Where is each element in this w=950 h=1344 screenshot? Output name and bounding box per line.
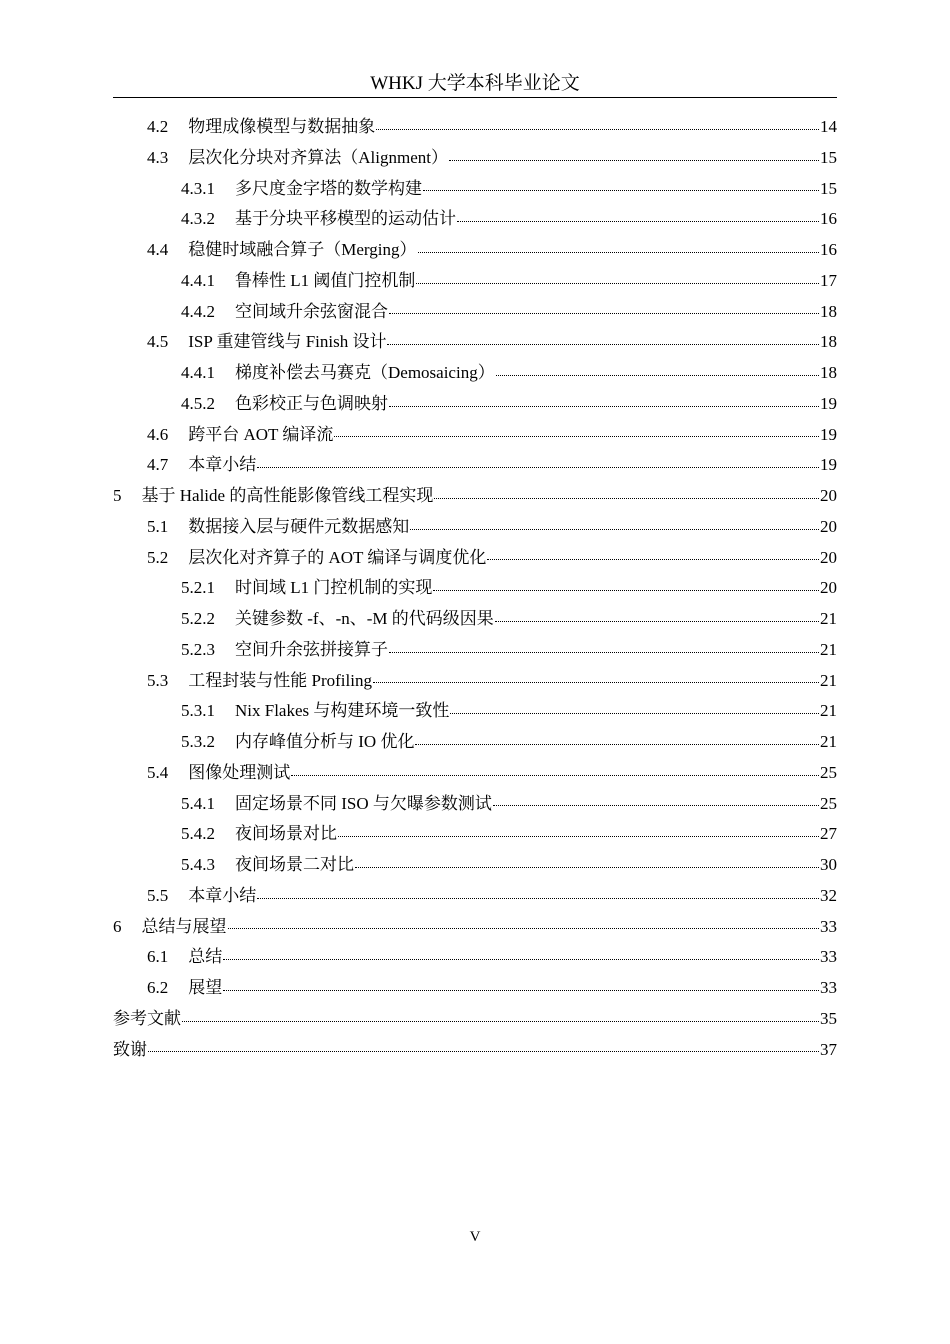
- toc-entry-number: 5.3: [147, 670, 169, 690]
- toc-entry-page: 33: [820, 947, 837, 967]
- toc-entry-page: 33: [820, 916, 837, 936]
- toc-entry-number: 5.2.2: [181, 609, 215, 628]
- toc-entry-page: 18: [820, 363, 837, 382]
- toc-entry[interactable]: [113, 420, 837, 451]
- header-title: WHKJ 大学本科毕业论文: [370, 73, 580, 94]
- toc-entry-page: 16: [820, 209, 837, 229]
- toc-entry-title: 跨平台 AOT 编译流: [188, 424, 334, 444]
- toc-entry-title: 层次化分块对齐算法（Alignment）: [188, 147, 448, 167]
- toc-entry-title: 工程封装与性能 Profiling: [188, 670, 372, 690]
- toc-entry-page: 33: [820, 978, 837, 997]
- toc-entry-page: 21: [820, 701, 837, 721]
- dot-leader: [291, 775, 819, 776]
- toc-entry-number: 6.1: [147, 947, 169, 967]
- toc-entry-title: 稳健时域融合算子（Merging）: [188, 240, 417, 259]
- toc-entry-number: 5.1: [147, 516, 169, 536]
- toc-entry[interactable]: [113, 1035, 837, 1066]
- dot-leader: [416, 283, 819, 284]
- toc-entry-title: 展望: [188, 978, 223, 997]
- dot-leader: [387, 344, 819, 345]
- toc-entry-number: 5.4.2: [181, 824, 215, 844]
- dot-leader: [376, 129, 819, 130]
- dot-leader: [495, 621, 819, 622]
- toc-entry[interactable]: [113, 174, 837, 205]
- dot-leader: [457, 221, 819, 222]
- dot-leader: [415, 744, 819, 745]
- dot-leader: [496, 375, 819, 376]
- toc-entry-page: 16: [820, 240, 837, 259]
- toc-entry-number: 4.5: [147, 332, 169, 352]
- toc-entry-number: 4.5.2: [181, 393, 215, 413]
- toc-entry[interactable]: [113, 389, 837, 420]
- toc-entry-page: 17: [820, 270, 837, 290]
- toc-entry-page: 19: [820, 455, 837, 475]
- toc-entry-number: 4.4.2: [181, 301, 215, 321]
- toc-entry[interactable]: [113, 758, 837, 789]
- toc-entry-title: ISP 重建管线与 Finish 设计: [188, 332, 387, 352]
- toc-entry-number: 4.4: [147, 240, 169, 259]
- toc-entry-page: 35: [820, 1008, 837, 1028]
- page-number: V: [469, 1229, 481, 1245]
- toc-entry-title: 固定场景不同 ISO 与欠曝参数测试: [235, 793, 492, 813]
- dot-leader: [355, 867, 819, 868]
- toc-entry[interactable]: [113, 1004, 837, 1035]
- toc-entry-number: 4.6: [147, 424, 169, 444]
- toc-entry-title: 致谢: [113, 1039, 147, 1059]
- dot-leader: [223, 990, 819, 991]
- toc-entry-number: 5.3.2: [181, 732, 215, 751]
- toc-entry[interactable]: [113, 850, 837, 881]
- toc-entry-title: 夜间场景二对比: [235, 855, 354, 874]
- toc-entry[interactable]: [113, 666, 837, 697]
- toc-entry-number: 4.4.1: [181, 270, 215, 290]
- toc-entry[interactable]: [113, 789, 837, 820]
- toc-entry[interactable]: [113, 881, 837, 912]
- dot-leader: [257, 467, 819, 468]
- toc-entry-title: 总结与展望: [141, 916, 227, 936]
- header-rule: [113, 97, 837, 98]
- toc-entry[interactable]: [113, 481, 837, 512]
- toc-entry-page: 30: [820, 855, 837, 874]
- toc-entry[interactable]: [113, 266, 837, 297]
- toc-entry-number: 5.4: [147, 762, 169, 782]
- toc-entry-title: 数据接入层与硬件元数据感知: [188, 516, 410, 536]
- toc-entry-page: 20: [820, 516, 837, 536]
- dot-leader: [493, 805, 819, 806]
- toc-entry[interactable]: [113, 450, 837, 481]
- dot-leader: [334, 436, 819, 437]
- toc-entry-title: 内存峰值分析与 IO 优化: [235, 732, 415, 751]
- toc-entry-number: 5.3.1: [181, 701, 215, 721]
- toc-entry[interactable]: [113, 512, 837, 543]
- dot-leader: [487, 559, 819, 560]
- toc-entry-page: 21: [820, 639, 837, 659]
- toc-entry-title: 关键参数 -f、-n、-M 的代码级因果: [235, 609, 494, 628]
- toc-entry-page: 25: [820, 793, 837, 813]
- toc-entry[interactable]: [113, 973, 837, 1004]
- toc-entry-number: 4.3.2: [181, 209, 215, 229]
- dot-leader: [450, 713, 819, 714]
- dot-leader: [433, 590, 819, 591]
- dot-leader: [373, 682, 819, 683]
- toc-entry[interactable]: [113, 327, 837, 358]
- dot-leader: [410, 529, 819, 530]
- toc-entry[interactable]: [113, 727, 837, 758]
- dot-leader: [338, 836, 819, 837]
- toc-entry-number: 4.3: [147, 147, 169, 167]
- toc-entry-number: 4.2: [147, 117, 169, 136]
- toc-entry-page: 20: [820, 486, 837, 505]
- toc-entry-number: 5.2: [147, 547, 169, 567]
- dot-leader: [423, 190, 819, 191]
- toc-entry[interactable]: [113, 358, 837, 389]
- toc-entry-number: 5: [113, 486, 122, 505]
- toc-entry-title: 鲁棒性 L1 阈值门控机制: [235, 270, 416, 290]
- toc-entry-title: 色彩校正与色调映射: [235, 393, 388, 413]
- toc-entry-title: 基于 Halide 的高性能影像管线工程实现: [141, 486, 434, 505]
- toc-entry-page: 15: [820, 178, 837, 198]
- toc-entry[interactable]: [113, 942, 837, 973]
- toc-entry[interactable]: [113, 604, 837, 635]
- toc-entry-number: 5.4.1: [181, 793, 215, 813]
- toc-entry[interactable]: [113, 543, 837, 574]
- dot-leader: [182, 1021, 819, 1022]
- dot-leader: [223, 959, 819, 960]
- dot-leader: [228, 928, 820, 929]
- toc-entry[interactable]: [113, 143, 837, 174]
- dot-leader: [418, 252, 820, 253]
- toc-entry-title: 层次化对齐算子的 AOT 编译与调度优化: [188, 547, 487, 567]
- toc-entry-title: 空间升余弦拼接算子: [235, 639, 388, 659]
- toc-entry-title: 本章小结: [188, 455, 257, 475]
- toc-entry-title: 时间域 L1 门控机制的实现: [235, 578, 433, 598]
- toc-entry-page: 19: [820, 393, 837, 413]
- toc-entry-title: 物理成像模型与数据抽象: [188, 117, 376, 136]
- toc-entry-page: 18: [820, 301, 837, 321]
- toc-entry-page: 21: [820, 732, 837, 751]
- toc-entry-page: 20: [820, 578, 837, 598]
- dot-leader: [389, 406, 819, 407]
- toc-entry-number: 4.3.1: [181, 178, 215, 198]
- dot-leader: [389, 652, 819, 653]
- toc-entry-page: 32: [820, 885, 837, 905]
- toc-entry-page: 27: [820, 824, 837, 844]
- toc-entry-title: 梯度补偿去马赛克（Demosaicing）: [235, 363, 495, 382]
- toc-entry-title: 总结: [188, 947, 223, 967]
- dot-leader: [148, 1051, 819, 1052]
- toc-entry[interactable]: [113, 696, 837, 727]
- toc-entry-page: 15: [820, 147, 837, 167]
- toc-entry[interactable]: [113, 204, 837, 235]
- running-header: [113, 70, 837, 98]
- toc-entry-number: 4.4.1: [181, 363, 215, 382]
- toc-entry[interactable]: [113, 912, 837, 943]
- toc-entry-page: 21: [820, 670, 837, 690]
- toc-entry[interactable]: [113, 819, 837, 850]
- toc-entry-number: 4.7: [147, 455, 169, 475]
- toc-entry-title: 参考文献: [113, 1008, 181, 1028]
- toc-entry-title: 图像处理测试: [188, 762, 291, 782]
- toc-entry-title: 夜间场景对比: [235, 824, 337, 844]
- toc-entry-title: 多尺度金字塔的数学构建: [235, 178, 422, 198]
- toc-entry-number: 5.2.1: [181, 578, 215, 598]
- toc-entry-title: Nix Flakes 与构建环境一致性: [235, 701, 450, 721]
- toc-entry-number: 6: [113, 916, 122, 936]
- toc-entry[interactable]: [113, 573, 837, 604]
- toc-entry-title: 本章小结: [188, 885, 257, 905]
- toc-entry-number: 6.2: [147, 978, 169, 997]
- toc-entry-page: 19: [820, 424, 837, 444]
- toc-entry-title: 空间域升余弦窗混合: [235, 301, 388, 321]
- toc-entry-page: 18: [820, 332, 837, 352]
- page-footer: [0, 1229, 950, 1246]
- dot-leader: [449, 160, 819, 161]
- toc-entry[interactable]: [113, 112, 837, 143]
- toc-entry-page: 14: [820, 117, 837, 136]
- toc-entry[interactable]: [113, 235, 837, 266]
- dot-leader: [389, 313, 819, 314]
- dot-leader: [257, 898, 819, 899]
- toc-entry-number: 5.2.3: [181, 639, 215, 659]
- toc-entry-page: 37: [820, 1039, 837, 1059]
- table-of-contents: [113, 112, 837, 1065]
- toc-entry-page: 25: [820, 762, 837, 782]
- toc-entry-number: 5.4.3: [181, 855, 215, 874]
- toc-entry-page: 21: [820, 609, 837, 628]
- toc-entry-number: 5.5: [147, 885, 169, 905]
- toc-entry-title: 基于分块平移模型的运动估计: [235, 209, 456, 229]
- toc-entry-page: 20: [820, 547, 837, 567]
- toc-entry[interactable]: [113, 297, 837, 328]
- dot-leader: [434, 498, 819, 499]
- toc-entry[interactable]: [113, 635, 837, 666]
